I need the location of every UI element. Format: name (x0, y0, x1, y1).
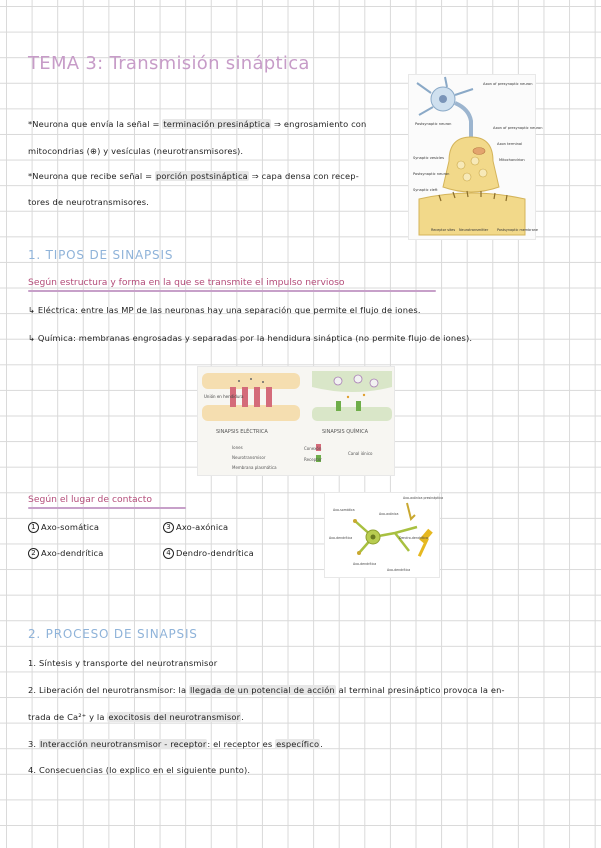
subheading-lugar-contacto: Según el lugar de contacto (28, 494, 152, 505)
fig1-label-neurotransmitter: Neurotransmitter (459, 228, 489, 232)
proceso-step-3 (28, 739, 323, 749)
synapse-anatomy-figure (408, 74, 543, 240)
contact-type-2 (28, 548, 103, 559)
fig1-label-cleft: Synaptic cleft (413, 188, 438, 192)
fig2-canal-label: Canal iónico (348, 451, 373, 456)
fig2-gap-label: Unión en hendidura (204, 394, 244, 399)
step-text: 3. (28, 739, 40, 749)
fig2-iones-label: Iones (232, 445, 243, 450)
proceso-step-4: 4. Consecuencias (lo explico en el siguiente punto). (28, 765, 251, 775)
intro-text: *Neurona que recibe señal = (28, 171, 155, 181)
fig3-label: Axo-dendrítica (387, 568, 411, 572)
step-text: 2. Liberación del neurotransmisor: la (28, 685, 189, 695)
intro-line-2: mitocondrias (⊕) y vesículas (neurotransmisores). (28, 146, 244, 156)
highlight: exocitosis del neurotransmisor (108, 712, 241, 722)
fig2-quimica-label: SINAPSIS QUÍMICA (322, 429, 369, 435)
intro-text: ⇒ capa densa con recep- (248, 171, 359, 181)
section-heading-tipos: 1. TIPOS DE SINAPSIS (28, 248, 174, 262)
fig2-receptor-label: Receptor (304, 457, 322, 462)
tipo-quimica: ↳ Química: membranas engrosadas y separadas por la hendidura sináptica (no permite flujo de iones). (28, 333, 473, 343)
step-text: al terminal presináptico provoca la en- (335, 685, 505, 695)
fig1-label-postsyn-neuron: Postsynaptic neuron (413, 172, 450, 176)
fig2-conexon-label: Conexón (304, 446, 322, 451)
fig1-label-receptor: Receptor sites (431, 228, 456, 232)
intro-text: ⇒ engrosamiento con (271, 119, 367, 129)
highlight: llegada de un potencial de acción (189, 685, 335, 695)
contact-type-3 (163, 522, 228, 533)
fig1-label-synaptic: Synaptic vesicles (413, 156, 444, 160)
highlight: terminación presináptica (163, 119, 271, 129)
proceso-step-1: 1. Síntesis y transporte del neurotransmisor (28, 658, 218, 668)
fig3-label: Axo-somática (333, 508, 355, 512)
subheading-underline (28, 507, 186, 509)
fig3-label: Axo-axónica (379, 512, 399, 516)
contact-types-figure (324, 492, 444, 578)
fig1-label-knob: Axon terminal (497, 142, 523, 146)
number-badge: 2 (28, 548, 39, 559)
intro-line-4: tores de neurotransmisores. (28, 197, 150, 207)
fig1-label-membrane: Postsynaptic membrane (497, 228, 539, 232)
step-text: trada de Ca²⁺ y la (28, 712, 108, 722)
contact-type-1 (28, 522, 99, 533)
contact-label: Dendro-dendrítica (176, 548, 254, 558)
intro-line-1 (28, 119, 366, 129)
section-heading-proceso: 2. PROCESO DE SINAPSIS (28, 627, 198, 641)
contact-label: Axo-somática (41, 522, 100, 532)
number-badge: 4 (163, 548, 174, 559)
contact-label: Axo-dendrítica (41, 548, 104, 558)
step-text: . (320, 739, 323, 749)
subheading-underline (28, 290, 436, 292)
intro-text: *Neurona que envía la señal = (28, 119, 163, 129)
fig2-membrana-label: Membrana plasmática (232, 465, 277, 470)
proceso-step-2-cont (28, 712, 244, 722)
fig1-label-axon-terminal: Axon of presynaptic neuron (493, 126, 543, 130)
page-title: TEMA 3: Transmisión sináptica (28, 53, 310, 74)
synapse-types-figure (197, 366, 395, 476)
fig3-label: Dendro-dendrítica (399, 536, 428, 540)
proceso-step-2 (28, 685, 505, 695)
fig3-label: Axo-axónica presináptica (403, 496, 444, 500)
fig3-label: Axo-dendrítica (329, 536, 353, 540)
tipo-electrica: ↳ Eléctrica: entre las MP de las neuronas hay una separación que permite el flujo de iones. (28, 305, 421, 315)
fig3-label: Axo-dendrítica (353, 562, 377, 566)
contact-type-4 (163, 548, 254, 559)
highlight: Interacción neurotransmisor - receptor (40, 739, 207, 749)
fig1-label-postsyn: Postsynaptic neuron (415, 122, 452, 126)
fig2-electrica-label: SINAPSIS ELÉCTRICA (216, 429, 268, 435)
number-badge: 1 (28, 522, 39, 533)
fig1-label-axon: Axon of presynaptic neuron (483, 82, 533, 86)
highlight: porción postsináptica (155, 171, 248, 181)
number-badge: 3 (163, 522, 174, 533)
highlight: específico (276, 739, 320, 749)
subheading-estructura: Según estructura y forma en la que se transmite el impulso nervioso (28, 277, 345, 288)
intro-line-3 (28, 171, 359, 181)
step-text: : el receptor es (207, 739, 276, 749)
fig2-neurotransmisor-label: Neurotransmisor (232, 455, 266, 460)
fig1-label-mito: Mitochondrion (499, 158, 525, 162)
step-text: . (241, 712, 244, 722)
contact-label: Axo-axónica (176, 522, 229, 532)
